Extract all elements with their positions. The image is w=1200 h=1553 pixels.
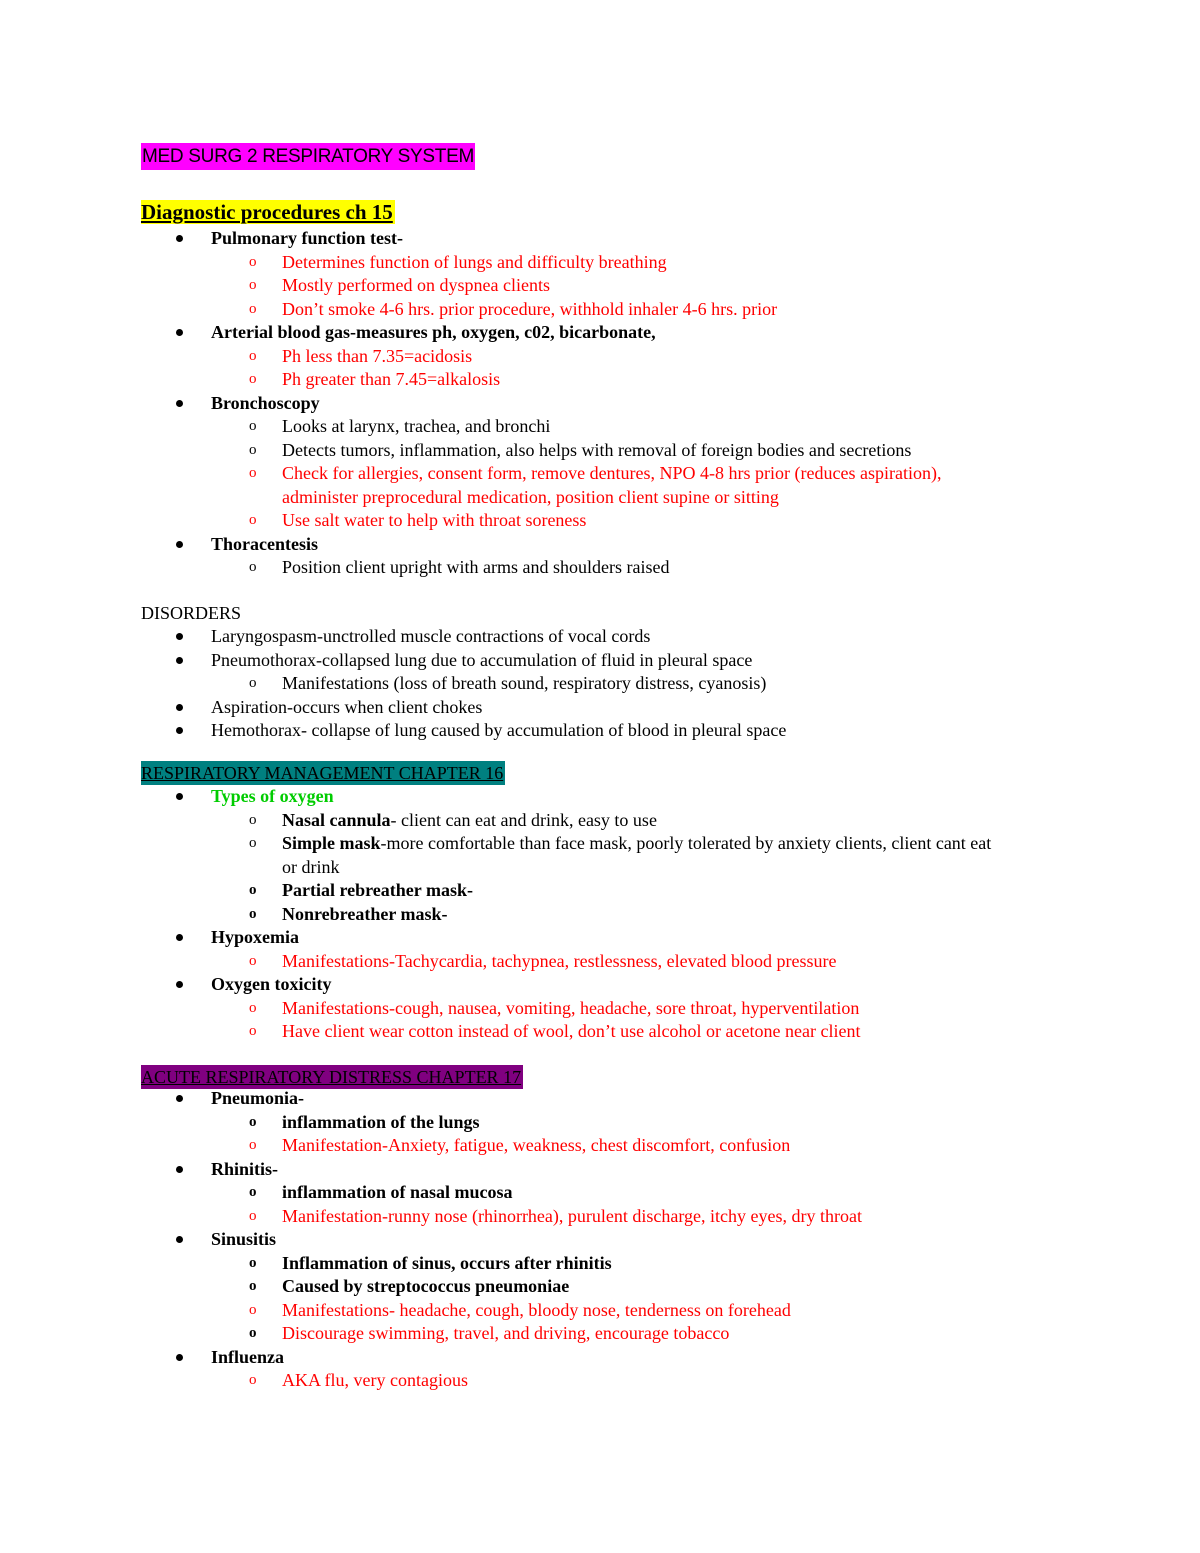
- list-item: o Nasal cannula- client can eat and drink, easy to use: [0, 809, 1200, 833]
- list-item: o inflammation of nasal mucosa: [0, 1181, 1200, 1205]
- list-item: Rhinitis-: [0, 1158, 1200, 1182]
- list-item: o Have client wear cotton instead of wool, don’t use alcohol or acetone near client: [0, 1020, 1200, 1044]
- bullet-icon: [176, 704, 183, 711]
- list-item: o Nonrebreather mask-: [0, 903, 1200, 927]
- bullet-icon: [176, 1095, 183, 1102]
- circle-bullet-icon: o: [249, 1278, 257, 1294]
- circle-bullet-icon: o: [249, 1207, 257, 1224]
- circle-bullet-icon: o: [249, 1184, 257, 1200]
- circle-bullet-icon: o: [249, 1023, 257, 1039]
- list-item: o Inflammation of sinus, occurs after rhinitis: [0, 1252, 1200, 1276]
- disorders-list: [0, 625, 1200, 743]
- list-item: o Manifestation-runny nose (rhinorrhea), purulent discharge, itchy eyes, dry throat: [0, 1205, 1200, 1229]
- circle-bullet-icon: o: [249, 905, 257, 922]
- list-item: o Manifestations-Tachycardia, tachypnea, restlessness, elevated blood pressure: [0, 950, 1200, 974]
- circle-bullet-icon: o: [249, 811, 257, 828]
- bullet-icon: [176, 329, 183, 336]
- list-item: Arterial blood gas-measures ph, oxygen, c02, bicarbonate,: [0, 321, 1200, 345]
- circle-bullet-icon: o: [249, 882, 257, 898]
- circle-bullet-icon: o: [249, 300, 257, 317]
- list-item: Pneumothorax-collapsed lung due to accumulation of fluid in pleural space: [0, 649, 1200, 673]
- circle-bullet-icon: o: [249, 1372, 257, 1388]
- list-item: Bronchoscopy: [0, 392, 1200, 416]
- circle-bullet-icon: o: [249, 347, 257, 364]
- circle-bullet-icon: o: [249, 1137, 257, 1153]
- bullet-icon: [176, 1354, 183, 1361]
- heading-disorders: DISORDERS: [141, 603, 242, 623]
- list-item: Thoracentesis: [0, 533, 1200, 557]
- list-item: o Manifestations- headache, cough, bloody nose, tenderness on forehead: [0, 1299, 1200, 1323]
- list-item: o Manifestations (loss of breath sound, respiratory distress, cyanosis): [0, 672, 1200, 696]
- list-item: o Ph greater than 7.45=alkalosis: [0, 368, 1200, 392]
- heading-diagnostic: Diagnostic procedures ch 15: [141, 200, 393, 224]
- list-item: o Looks at larynx, trachea, and bronchi: [0, 415, 1200, 439]
- list-item: Sinusitis: [0, 1228, 1200, 1252]
- list-item: Pneumonia-: [0, 1087, 1200, 1111]
- list-item: Types of oxygen: [0, 785, 1200, 809]
- acute-respiratory-distress-list: [0, 1087, 1200, 1393]
- circle-bullet-icon: o: [249, 371, 257, 387]
- bullet-icon: [176, 235, 183, 242]
- bullet-icon: [176, 633, 183, 640]
- heading-respiratory-management: RESPIRATORY MANAGEMENT CHAPTER 16: [141, 763, 504, 783]
- list-item: o Detects tumors, inflammation, also helps with removal of foreign bodies and secretions: [0, 439, 1200, 463]
- list-item: o Position client upright with arms and shoulders raised: [0, 556, 1200, 580]
- list-item: Aspiration-occurs when client chokes: [0, 696, 1200, 720]
- bullet-icon: [176, 934, 183, 941]
- list-item: o Determines function of lungs and difficulty breathing: [0, 251, 1200, 275]
- respiratory-management-list: [0, 785, 1200, 1044]
- list-item: o Use salt water to help with throat soreness: [0, 509, 1200, 533]
- circle-bullet-icon: o: [249, 1301, 257, 1318]
- document-title: MED SURG 2 RESPIRATORY SYSTEM: [141, 143, 475, 170]
- circle-bullet-icon: o: [249, 559, 257, 575]
- bullet-icon: [176, 400, 183, 407]
- list-item-continuation: administer preprocedural medication, position client supine or sitting: [282, 486, 779, 507]
- circle-bullet-icon: o: [249, 675, 257, 691]
- circle-bullet-icon: o: [249, 1325, 257, 1341]
- list-item: o Discourage swimming, travel, and driving, encourage tobacco: [0, 1322, 1200, 1346]
- circle-bullet-icon: o: [249, 1254, 257, 1271]
- bullet-icon: [176, 793, 183, 800]
- bullet-icon: [176, 541, 183, 548]
- bullet-icon: [176, 727, 183, 734]
- list-item: Hypoxemia: [0, 926, 1200, 950]
- list-item: o AKA flu, very contagious: [0, 1369, 1200, 1393]
- bullet-icon: [176, 981, 183, 988]
- list-item: o Don’t smoke 4-6 hrs. prior procedure, withhold inhaler 4-6 hrs. prior: [0, 298, 1200, 322]
- circle-bullet-icon: o: [249, 277, 257, 293]
- bullet-icon: [176, 1236, 183, 1243]
- circle-bullet-icon: o: [249, 253, 257, 270]
- circle-bullet-icon: o: [249, 512, 257, 528]
- list-item: o Ph less than 7.35=acidosis: [0, 345, 1200, 369]
- circle-bullet-icon: o: [249, 999, 257, 1016]
- list-item: o Partial rebreather mask-: [0, 879, 1200, 903]
- diagnostic-list: [0, 227, 1200, 580]
- list-item: Pulmonary function test-: [0, 227, 1200, 251]
- list-item: o Mostly performed on dyspnea clients: [0, 274, 1200, 298]
- list-item: o Check for allergies, consent form, remove dentures, NPO 4-8 hrs prior (reduces aspiration),: [0, 462, 1200, 486]
- list-item: o Manifestation-Anxiety, fatigue, weakness, chest discomfort, confusion: [0, 1134, 1200, 1158]
- circle-bullet-icon: o: [249, 465, 257, 481]
- list-item: o Simple mask-more comfortable than face mask, poorly tolerated by anxiety clients, client cant eat: [0, 832, 1200, 856]
- circle-bullet-icon: o: [249, 835, 257, 851]
- bullet-icon: [176, 657, 183, 664]
- list-item: o Caused by streptococcus pneumoniae: [0, 1275, 1200, 1299]
- list-item-continuation: or drink: [282, 856, 340, 877]
- list-item: Laryngospasm-unctrolled muscle contractions of vocal cords: [0, 625, 1200, 649]
- list-item: o Manifestations-cough, nausea, vomiting, headache, sore throat, hyperventilation: [0, 997, 1200, 1021]
- circle-bullet-icon: o: [249, 441, 257, 458]
- list-item: Oxygen toxicity: [0, 973, 1200, 997]
- circle-bullet-icon: o: [249, 952, 257, 969]
- list-item: Influenza: [0, 1346, 1200, 1370]
- circle-bullet-icon: o: [249, 418, 257, 434]
- list-item: o inflammation of the lungs: [0, 1111, 1200, 1135]
- list-item: Hemothorax- collapse of lung caused by accumulation of blood in pleural space: [0, 719, 1200, 743]
- bullet-icon: [176, 1166, 183, 1173]
- heading-acute-respiratory-distress: ACUTE RESPIRATORY DISTRESS CHAPTER 17: [141, 1067, 522, 1087]
- circle-bullet-icon: o: [249, 1113, 257, 1130]
